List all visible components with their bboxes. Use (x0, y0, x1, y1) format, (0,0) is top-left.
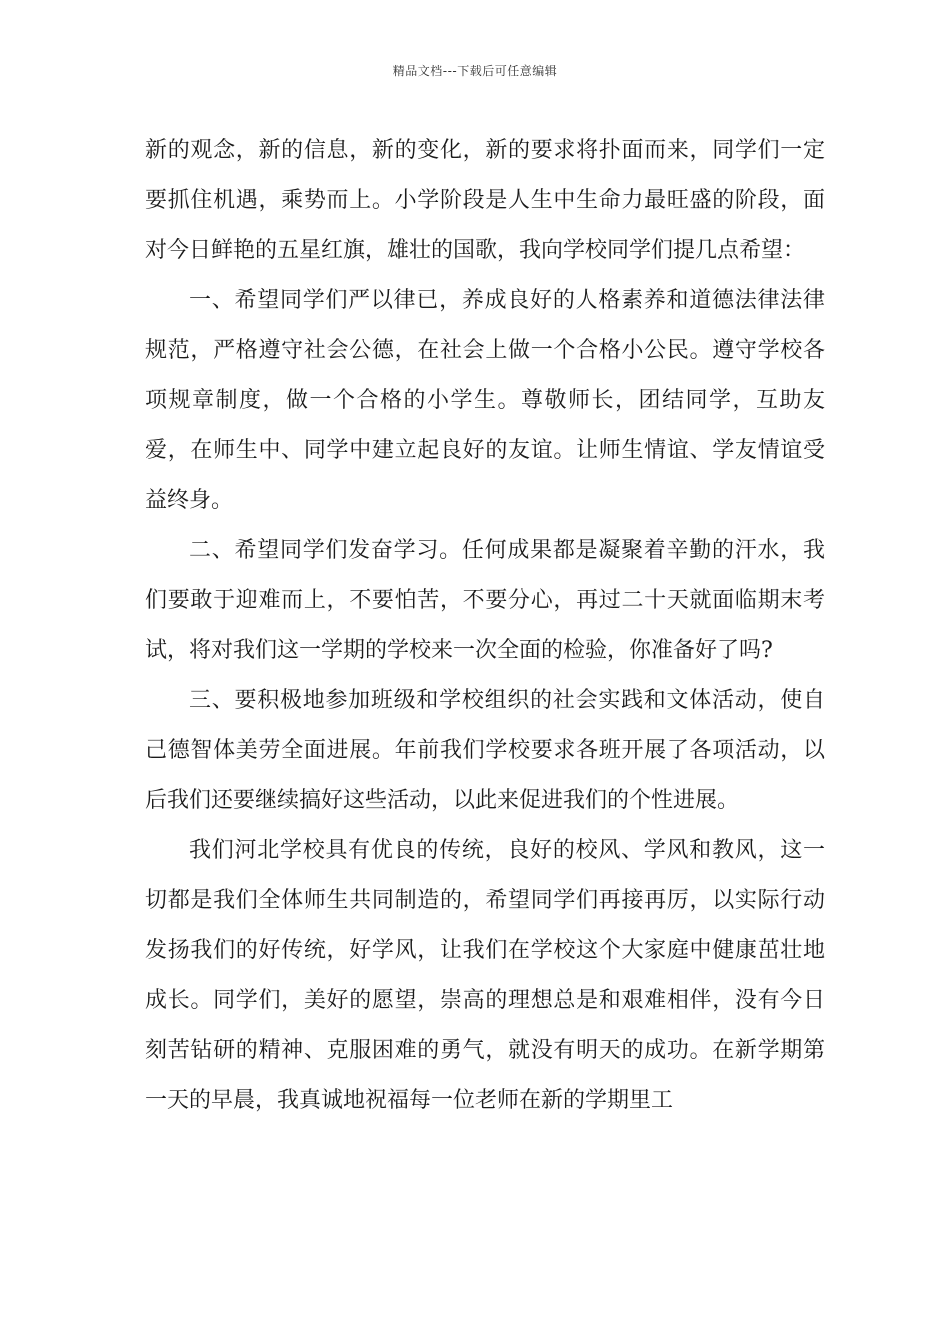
paragraph-intro: 新的观念，新的信息，新的变化，新的要求将扑面而来，同学们一定要抓住机遇，乘势而上。小学阶段是人生中生命力最旺盛的阶段，面对今日鲜艳的五星红旗，雄壮的国歌，我向学校同学们提几点希望： (145, 138, 825, 263)
page-header: 精品文档---下载后可任意编辑 (392, 64, 558, 78)
paragraph-hope-one: 一、希望同学们严以律已，养成良好的人格素养和道德法律法律规范，严格遵守社会公德，在社会上做一个合格小公民。遵守学校各项规章制度，做一个合格的小学生。尊敬师长，团结同学，互助友爱，在师生中、同学中建立起良好的友谊。让师生情谊、学友情谊受益终身。 (145, 288, 825, 513)
document-body (145, 126, 825, 1126)
paragraph-closing: 我们河北学校具有优良的传统，良好的校风、学风和教风，这一切都是我们全体师生共同制造的，希望同学们再接再厉，以实际行动发扬我们的好传统，好学风，让我们在学校这个大家庭中健康茁壮地成长。同学们，美好的愿望，崇高的理想总是和艰难相伴，没有今日刻苦钻研的精神、克服困难的勇气，就没有明天的成功。在新学期第一天的早晨，我真诚地祝福每一位老师在新的学期里工 (145, 838, 825, 1113)
paragraph-hope-two: 二、希望同学们发奋学习。任何成果都是凝聚着辛勤的汗水，我们要敢于迎难而上，不要怕苦，不要分心，再过二十天就面临期末考试，将对我们这一学期的学校来一次全面的检验，你准备好了吗? (145, 538, 825, 663)
paragraph-hope-three: 三、要积极地参加班级和学校组织的社会实践和文体活动，使自己德智体美劳全面进展。年前我们学校要求各班开展了各项活动，以后我们还要继续搞好这些活动，以此来促进我们的个性进展。 (145, 688, 825, 813)
